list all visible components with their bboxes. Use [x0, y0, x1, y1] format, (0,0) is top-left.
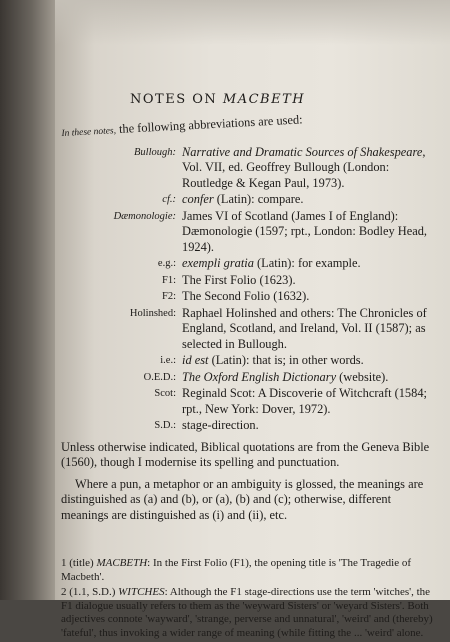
note-number: 2 (1.1, S.D.) — [61, 586, 119, 598]
abbreviation-row — [61, 370, 449, 386]
abbreviation-definition-text: The Second Folio (1632). — [182, 289, 310, 303]
abbreviation-definition — [182, 353, 442, 369]
abbreviation-definition — [182, 256, 442, 272]
abbreviation-row — [61, 273, 449, 289]
abbreviation-term: O.E.D.: — [143, 371, 176, 383]
abbreviation-row — [61, 306, 449, 353]
abbreviation-definition-text: The First Folio (1623). — [182, 272, 296, 287]
abbreviation-term: Holinshed: — [129, 307, 176, 319]
abbreviation-list — [61, 145, 449, 434]
note-keyword: WITCHES — [118, 586, 165, 598]
abbreviation-definition-italic: Narrative and Dramatic Sources of Shakespeare — [182, 144, 423, 159]
note-entry — [61, 557, 439, 584]
abbreviation-definition — [182, 418, 442, 434]
note-keyword: MACBETH — [96, 557, 148, 569]
abbreviation-row — [61, 353, 449, 369]
intro-line — [61, 105, 449, 143]
book-page — [55, 0, 450, 639]
abbreviation-term: F2: — [161, 291, 176, 302]
abbreviation-definition-italic: exempli gratia — [182, 256, 254, 270]
note-entry — [61, 586, 439, 640]
paragraph-bible: Unless otherwise indicated, Biblical quotations are from the Geneva Bible (1560), though I modernise its spelling and punctuation. — [61, 439, 430, 469]
abbreviation-definition — [182, 289, 442, 305]
abbreviation-row — [61, 145, 449, 192]
abbreviation-term: cf.: — [162, 194, 176, 205]
abbreviation-definition — [182, 192, 442, 208]
note-text: : Although the F1 stage-directions use the term 'witches', the F1 dialogue usually refers to them as the 'weyward Sisters' or 'weyard Sisters'. Both adjectives connote 'wayward', 'strange, perverse and unnatural', 'weird' and (thereby) 'fateful', thus invoking a wider range of meaning (while fitting the ... 'weird' alone. — [61, 586, 433, 639]
abbreviation-term: Dæmonologie: — [113, 210, 176, 222]
abbreviation-definition — [182, 370, 442, 386]
abbreviation-term: Bullough: — [134, 146, 176, 158]
abbreviation-term: e.g.: — [157, 258, 176, 269]
abbreviation-definition — [182, 145, 442, 192]
abbreviation-definition-text: Reginald Scot: A Discoverie of Witchcraft (1584; rpt., New York: Dover, 1972). — [182, 386, 427, 416]
abbreviation-term: F1: — [161, 274, 176, 286]
abbreviation-row — [61, 289, 449, 305]
abbreviation-term: S.D.: — [154, 420, 176, 431]
abbreviation-row — [61, 418, 449, 434]
abbreviation-definition-text: (Latin): that is; in other words. — [208, 353, 364, 367]
page-title-prefix: NOTES ON — [130, 92, 223, 107]
abbreviation-definition — [182, 273, 442, 289]
abbreviation-definition-text: Raphael Holinshed and others: The Chronicles of England, Scotland, and Ireland, Vol. II (1587); as selected in Bullough. — [182, 305, 427, 351]
abbreviation-row — [61, 209, 449, 256]
abbreviation-definition-text: (website). — [336, 369, 389, 384]
abbreviation-definition-text: , Vol. VII, ed. Geoffrey Bullough (London: Routledge & Kegan Paul, 1973). — [182, 144, 426, 190]
abbreviation-term: Scot: — [154, 388, 176, 399]
abbreviation-definition — [182, 209, 442, 256]
abbreviation-definition — [182, 386, 442, 417]
abbreviation-definition — [182, 306, 442, 353]
abbreviation-definition-text: James VI of Scotland (James I of England): Dæmonologie (1597; rpt., London: Bodley Head, 1924). — [182, 208, 428, 254]
page-title — [130, 92, 305, 107]
note-number: 1 (title) — [61, 557, 97, 569]
page-shadow — [55, 0, 450, 45]
abbreviation-row — [61, 192, 449, 208]
paragraph-glosses: Where a pun, a metaphor or an ambiguity is glossed, the meanings are distinguished as (a) and (b), or (a), (b) and (c); otherwise, different meanings are distinguished as (i) and (ii), etc. — [61, 476, 424, 522]
abbreviation-row — [61, 256, 449, 272]
abbreviation-definition-text: (Latin): compare. — [213, 192, 304, 206]
abbreviation-term: i.e.: — [160, 355, 176, 366]
abbreviation-definition-text: stage-direction. — [182, 418, 259, 432]
abbreviation-definition-text: (Latin): for example. — [253, 256, 361, 270]
numbered-notes — [61, 557, 439, 640]
abbreviation-definition-italic: The Oxford English Dictionary — [182, 369, 337, 384]
page-title-play: MACBETH — [222, 92, 306, 107]
note-text: : In the First Folio (F1), the opening title is 'The Tragedie of Macbeth'. — [61, 557, 411, 583]
abbreviation-row — [61, 386, 449, 417]
intro-lead: In these notes, — [61, 126, 117, 139]
notes-content — [61, 112, 449, 642]
abbreviation-definition-italic: confer — [182, 192, 214, 206]
abbreviation-definition-italic: id est — [182, 353, 209, 367]
intro-rest: the following abbreviations are used: — [115, 112, 303, 137]
